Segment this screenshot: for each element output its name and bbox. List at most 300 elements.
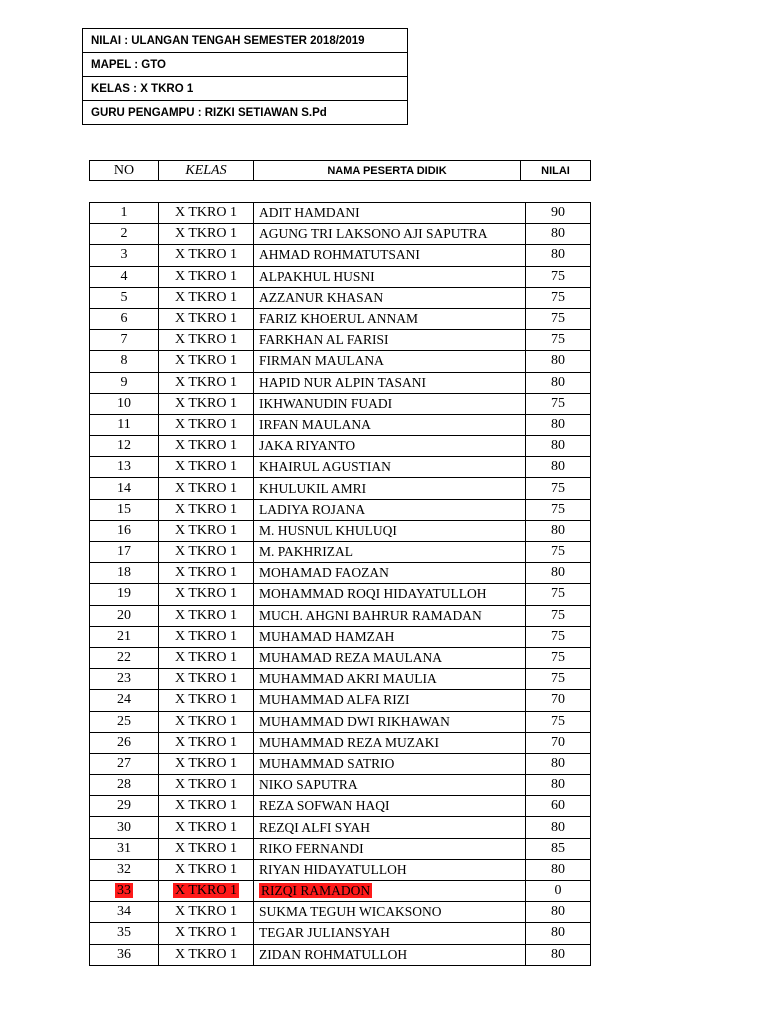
cell-no-text: 36 [117, 946, 131, 962]
cell-no-text: 8 [120, 353, 128, 369]
cell-no [90, 626, 159, 647]
cell-nama-text: RIZQI RAMADON [261, 883, 371, 899]
table-row [90, 308, 591, 329]
cell-kelas [159, 817, 254, 838]
cell-no [90, 605, 159, 626]
cell-kelas-text: X TKRO 1 [175, 459, 237, 475]
cell-nilai [526, 881, 591, 902]
cell-no-text: 20 [117, 607, 131, 623]
cell-nilai [526, 457, 591, 478]
cell-no [90, 308, 159, 329]
table-row [90, 605, 591, 626]
cell-nilai-text: 80 [551, 819, 565, 835]
table-row [90, 520, 591, 541]
cell-nama [254, 414, 526, 435]
cell-nilai [526, 775, 591, 796]
cell-nama-text: RIYAN HIDAYATULLOH [259, 861, 407, 877]
cell-no-text: 28 [117, 777, 131, 793]
cell-no [90, 457, 159, 478]
cell-nilai [526, 499, 591, 520]
cell-nilai [526, 838, 591, 859]
cell-kelas-text: X TKRO 1 [175, 650, 237, 666]
cell-nilai-text: 75 [551, 607, 565, 623]
table-row [90, 711, 591, 732]
cell-no-text: 13 [117, 459, 131, 475]
cell-no [90, 414, 159, 435]
table-row [90, 372, 591, 393]
cell-no-text: 25 [117, 713, 131, 729]
cell-kelas-text: X TKRO 1 [175, 607, 237, 623]
table-row [90, 584, 591, 605]
cell-nilai [526, 605, 591, 626]
cell-no-text: 17 [117, 544, 131, 560]
cell-no-text: 5 [120, 289, 128, 305]
cell-nilai-text: 80 [551, 416, 565, 432]
cell-kelas-text: X TKRO 1 [175, 946, 237, 962]
cell-no-text: 3 [120, 247, 128, 263]
table-row [90, 457, 591, 478]
cell-nama [254, 817, 526, 838]
cell-nilai-text: 80 [551, 904, 565, 920]
table-row [90, 817, 591, 838]
cell-kelas [159, 753, 254, 774]
table-row [90, 859, 591, 880]
cell-nama-text: FARKHAN AL FARISI [259, 332, 389, 348]
cell-kelas [159, 711, 254, 732]
cell-nilai-text: 80 [551, 226, 565, 242]
cell-no-text: 34 [117, 904, 131, 920]
cell-no [90, 711, 159, 732]
cell-nama [254, 393, 526, 414]
cell-kelas-text: X TKRO 1 [175, 395, 237, 411]
table-row [90, 626, 591, 647]
cell-nama [254, 732, 526, 753]
cell-kelas [159, 626, 254, 647]
cell-no [90, 330, 159, 351]
cell-nama [254, 881, 526, 902]
cell-nama [254, 351, 526, 372]
cell-kelas [159, 457, 254, 478]
cell-nilai [526, 478, 591, 499]
cell-nilai [526, 732, 591, 753]
cell-nama-text: KHULUKIL AMRI [259, 480, 367, 496]
cell-kelas-text: X TKRO 1 [175, 353, 237, 369]
cell-no [90, 732, 159, 753]
cell-nama [254, 923, 526, 944]
cell-nilai-text: 75 [551, 501, 565, 517]
cell-nilai [526, 902, 591, 923]
cell-no [90, 287, 159, 308]
cell-no [90, 478, 159, 499]
cell-nama-text: AHMAD ROHMATUTSANI [259, 247, 420, 263]
cell-kelas [159, 881, 254, 902]
cell-nama [254, 796, 526, 817]
table-row [90, 923, 591, 944]
header-nama: NAMA PESERTA DIDIK [254, 161, 521, 181]
cell-nilai-text: 70 [551, 692, 565, 708]
cell-nilai-text: 80 [551, 247, 565, 263]
table-row [90, 669, 591, 690]
table-row [90, 944, 591, 965]
cell-nama [254, 605, 526, 626]
cell-nama-text: IKHWANUDIN FUADI [259, 395, 393, 411]
table-row [90, 838, 591, 859]
cell-nama [254, 584, 526, 605]
cell-no [90, 372, 159, 393]
cell-kelas [159, 478, 254, 499]
cell-kelas [159, 563, 254, 584]
cell-nama-text: RIKO FERNANDI [259, 840, 364, 856]
cell-kelas [159, 584, 254, 605]
cell-nama-text: M. PAKHRIZAL [259, 544, 354, 560]
cell-nilai [526, 584, 591, 605]
header-kelas: KELAS [159, 161, 254, 181]
cell-no-text: 7 [120, 332, 128, 348]
cell-kelas-text: X TKRO 1 [175, 205, 237, 221]
cell-no-text: 31 [117, 840, 131, 856]
cell-nama [254, 245, 526, 266]
cell-no [90, 520, 159, 541]
cell-no-text: 2 [120, 226, 128, 242]
cell-no [90, 224, 159, 245]
cell-kelas [159, 902, 254, 923]
table-row [90, 647, 591, 668]
cell-nilai-text: 75 [551, 650, 565, 666]
cell-no [90, 499, 159, 520]
cell-nama-text: LADIYA ROJANA [259, 501, 366, 517]
cell-kelas-text: X TKRO 1 [175, 438, 237, 454]
cell-no [90, 563, 159, 584]
cell-nilai-text: 80 [551, 925, 565, 941]
cell-no-text: 10 [117, 395, 131, 411]
cell-nilai-text: 80 [551, 861, 565, 877]
cell-nilai [526, 859, 591, 880]
cell-kelas-text: X TKRO 1 [175, 755, 237, 771]
cell-no [90, 923, 159, 944]
cell-no-text: 35 [117, 925, 131, 941]
cell-nama-text: FIRMAN MAULANA [259, 353, 384, 369]
cell-nama [254, 647, 526, 668]
cell-nama [254, 478, 526, 499]
cell-nilai [526, 245, 591, 266]
cell-nama-text: ADIT HAMDANI [259, 205, 360, 221]
cell-kelas-text: X TKRO 1 [175, 544, 237, 560]
cell-nama-text: ZIDAN ROHMATULLOH [259, 946, 408, 962]
cell-no [90, 881, 159, 902]
table-row [90, 393, 591, 414]
cell-no [90, 584, 159, 605]
cell-nama-text: KHAIRUL AGUSTIAN [259, 459, 391, 475]
header-row [90, 161, 591, 181]
cell-no [90, 817, 159, 838]
cell-no [90, 436, 159, 457]
table-row [90, 563, 591, 584]
table-row [90, 351, 591, 372]
cell-kelas [159, 796, 254, 817]
cell-nilai-text: 75 [551, 544, 565, 560]
cell-nama [254, 203, 526, 224]
cell-kelas [159, 436, 254, 457]
cell-nama-text: TEGAR JULIANSYAH [259, 925, 390, 941]
cell-nama [254, 308, 526, 329]
info-row [83, 53, 408, 77]
cell-nilai [526, 308, 591, 329]
cell-nilai [526, 393, 591, 414]
cell-nama [254, 224, 526, 245]
cell-kelas-text: X TKRO 1 [175, 819, 237, 835]
table-row [90, 881, 591, 902]
cell-nama-text: SUKMA TEGUH WICAKSONO [259, 904, 442, 920]
cell-nama-text: MUHAMMAD SATRIO [259, 755, 395, 771]
cell-no-text: 11 [117, 416, 131, 432]
header-no: NO [90, 161, 159, 181]
cell-nilai-text: 80 [551, 946, 565, 962]
cell-kelas [159, 944, 254, 965]
cell-kelas-text: X TKRO 1 [175, 480, 237, 496]
cell-no-text: 21 [117, 628, 131, 644]
cell-no-text: 14 [117, 480, 131, 496]
cell-kelas-text: X TKRO 1 [175, 586, 237, 602]
table-row [90, 436, 591, 457]
cell-no [90, 393, 159, 414]
cell-nilai-text: 80 [551, 522, 565, 538]
cell-kelas-text: X TKRO 1 [175, 840, 237, 856]
cell-nama [254, 287, 526, 308]
cell-nilai-text: 80 [551, 565, 565, 581]
nilai-line: NILAI : ULANGAN TENGAH SEMESTER 2018/2019 [83, 29, 408, 53]
cell-nilai [526, 372, 591, 393]
cell-nama-text: MOHAMAD FAOZAN [259, 565, 389, 581]
cell-no [90, 203, 159, 224]
header-nilai: NILAI [521, 161, 591, 181]
cell-kelas-text: X TKRO 1 [175, 883, 237, 899]
cell-no-text: 22 [117, 650, 131, 666]
cell-kelas [159, 520, 254, 541]
table-row [90, 690, 591, 711]
cell-no-text: 30 [117, 819, 131, 835]
cell-nilai-text: 75 [551, 671, 565, 687]
grade-table [89, 202, 591, 966]
cell-kelas-text: X TKRO 1 [175, 925, 237, 941]
cell-no [90, 351, 159, 372]
cell-kelas [159, 308, 254, 329]
cell-nilai [526, 266, 591, 287]
cell-nama-text: MUHAMMAD DWI RIKHAWAN [259, 713, 450, 729]
cell-no [90, 944, 159, 965]
cell-nilai-text: 80 [551, 459, 565, 475]
table-row [90, 542, 591, 563]
cell-nilai [526, 626, 591, 647]
cell-kelas [159, 669, 254, 690]
cell-no [90, 859, 159, 880]
cell-nama [254, 838, 526, 859]
table-row [90, 287, 591, 308]
info-row [83, 101, 408, 125]
cell-nilai-text: 75 [551, 713, 565, 729]
cell-nilai-text: 75 [551, 586, 565, 602]
cell-nilai-text: 0 [554, 883, 562, 899]
cell-kelas-text: X TKRO 1 [175, 268, 237, 284]
table-row [90, 732, 591, 753]
cell-nilai-text: 60 [551, 798, 565, 814]
cell-nama-text: MUHAMMAD REZA MUZAKI [259, 734, 440, 750]
cell-kelas-text: X TKRO 1 [175, 311, 237, 327]
guru-line: GURU PENGAMPU : RIZKI SETIAWAN S.Pd [83, 101, 408, 125]
cell-kelas-text: X TKRO 1 [175, 861, 237, 877]
cell-nama [254, 902, 526, 923]
cell-nama-text: JAKA RIYANTO [259, 438, 356, 454]
cell-nama [254, 436, 526, 457]
cell-kelas-text: X TKRO 1 [175, 416, 237, 432]
cell-kelas-text: X TKRO 1 [175, 798, 237, 814]
cell-nama [254, 690, 526, 711]
table-row [90, 203, 591, 224]
cell-nilai-text: 75 [551, 268, 565, 284]
cell-nilai [526, 287, 591, 308]
cell-nilai-text: 75 [551, 311, 565, 327]
cell-kelas [159, 690, 254, 711]
cell-no-text: 18 [117, 565, 131, 581]
cell-no [90, 647, 159, 668]
cell-nama [254, 542, 526, 563]
cell-no-text: 1 [120, 205, 128, 221]
cell-nama [254, 372, 526, 393]
cell-no [90, 266, 159, 287]
cell-nama [254, 859, 526, 880]
cell-nama-text: ALPAKHUL HUSNI [259, 268, 375, 284]
cell-kelas-text: X TKRO 1 [175, 671, 237, 687]
cell-kelas-text: X TKRO 1 [175, 628, 237, 644]
cell-kelas-text: X TKRO 1 [175, 692, 237, 708]
cell-nilai-text: 75 [551, 289, 565, 305]
cell-kelas [159, 605, 254, 626]
table-row [90, 330, 591, 351]
cell-nilai [526, 563, 591, 584]
cell-nama [254, 499, 526, 520]
cell-nama-text: MUHAMAD REZA MAULANA [259, 650, 443, 666]
cell-nilai [526, 753, 591, 774]
cell-nilai-text: 80 [551, 438, 565, 454]
cell-no [90, 690, 159, 711]
cell-no [90, 796, 159, 817]
cell-nilai-text: 75 [551, 332, 565, 348]
cell-no-text: 23 [117, 671, 131, 687]
info-row [83, 29, 408, 53]
cell-kelas [159, 287, 254, 308]
cell-no-text: 12 [117, 438, 131, 454]
cell-kelas [159, 393, 254, 414]
grade-table-header [89, 160, 591, 181]
table-row [90, 775, 591, 796]
cell-kelas [159, 414, 254, 435]
cell-nilai-text: 90 [551, 205, 565, 221]
cell-nama [254, 520, 526, 541]
cell-kelas-text: X TKRO 1 [175, 565, 237, 581]
cell-kelas [159, 859, 254, 880]
cell-nama [254, 753, 526, 774]
cell-nilai [526, 711, 591, 732]
cell-no [90, 753, 159, 774]
cell-no-text: 32 [117, 861, 131, 877]
cell-nilai-text: 80 [551, 755, 565, 771]
cell-no-text: 33 [117, 883, 131, 899]
cell-no-text: 26 [117, 734, 131, 750]
cell-kelas [159, 245, 254, 266]
cell-nama-text: MUCH. AHGNI BAHRUR RAMADAN [259, 607, 482, 623]
cell-nama-text: IRFAN MAULANA [259, 416, 371, 432]
cell-kelas [159, 499, 254, 520]
cell-kelas-text: X TKRO 1 [175, 522, 237, 538]
cell-nama-text: MUHAMAD HAMZAH [259, 628, 395, 644]
cell-nama-text: MUHAMMAD AKRI MAULIA [259, 671, 437, 687]
cell-kelas [159, 330, 254, 351]
cell-nama [254, 457, 526, 478]
table-row [90, 796, 591, 817]
cell-kelas [159, 351, 254, 372]
cell-nilai [526, 351, 591, 372]
cell-no [90, 838, 159, 859]
table-row [90, 224, 591, 245]
cell-nama [254, 626, 526, 647]
cell-nilai-text: 80 [551, 353, 565, 369]
cell-no-text: 6 [120, 311, 128, 327]
cell-kelas-text: X TKRO 1 [175, 734, 237, 750]
cell-nama-text: AZZANUR KHASAN [259, 289, 384, 305]
cell-nama-text: MUHAMMAD ALFA RIZI [259, 692, 410, 708]
cell-no-text: 19 [117, 586, 131, 602]
cell-kelas-text: X TKRO 1 [175, 501, 237, 517]
cell-nilai [526, 923, 591, 944]
info-table [82, 28, 408, 125]
table-row [90, 499, 591, 520]
cell-nama-text: FARIZ KHOERUL ANNAM [259, 311, 419, 327]
cell-nilai [526, 520, 591, 541]
cell-nilai [526, 647, 591, 668]
cell-kelas-text: X TKRO 1 [175, 289, 237, 305]
cell-kelas [159, 923, 254, 944]
cell-no-text: 29 [117, 798, 131, 814]
cell-no-text: 27 [117, 755, 131, 771]
cell-no [90, 669, 159, 690]
cell-kelas [159, 372, 254, 393]
mapel-line: MAPEL : GTO [83, 53, 408, 77]
cell-kelas-text: X TKRO 1 [175, 332, 237, 348]
cell-kelas [159, 203, 254, 224]
cell-nilai [526, 796, 591, 817]
cell-nilai-text: 75 [551, 628, 565, 644]
cell-kelas-text: X TKRO 1 [175, 374, 237, 390]
cell-kelas [159, 838, 254, 859]
cell-nilai [526, 330, 591, 351]
cell-nilai [526, 817, 591, 838]
table-row [90, 245, 591, 266]
table-row [90, 753, 591, 774]
cell-no-text: 15 [117, 501, 131, 517]
cell-nilai-text: 75 [551, 395, 565, 411]
grade-table-body [90, 203, 591, 966]
cell-nama-text: HAPID NUR ALPIN TASANI [259, 374, 427, 390]
cell-kelas-text: X TKRO 1 [175, 713, 237, 729]
cell-kelas-text: X TKRO 1 [175, 226, 237, 242]
cell-nama [254, 775, 526, 796]
cell-kelas [159, 647, 254, 668]
info-row [83, 77, 408, 101]
cell-nilai [526, 203, 591, 224]
cell-kelas-text: X TKRO 1 [175, 247, 237, 263]
cell-no-text: 16 [117, 522, 131, 538]
cell-kelas-text: X TKRO 1 [175, 777, 237, 793]
cell-no [90, 775, 159, 796]
